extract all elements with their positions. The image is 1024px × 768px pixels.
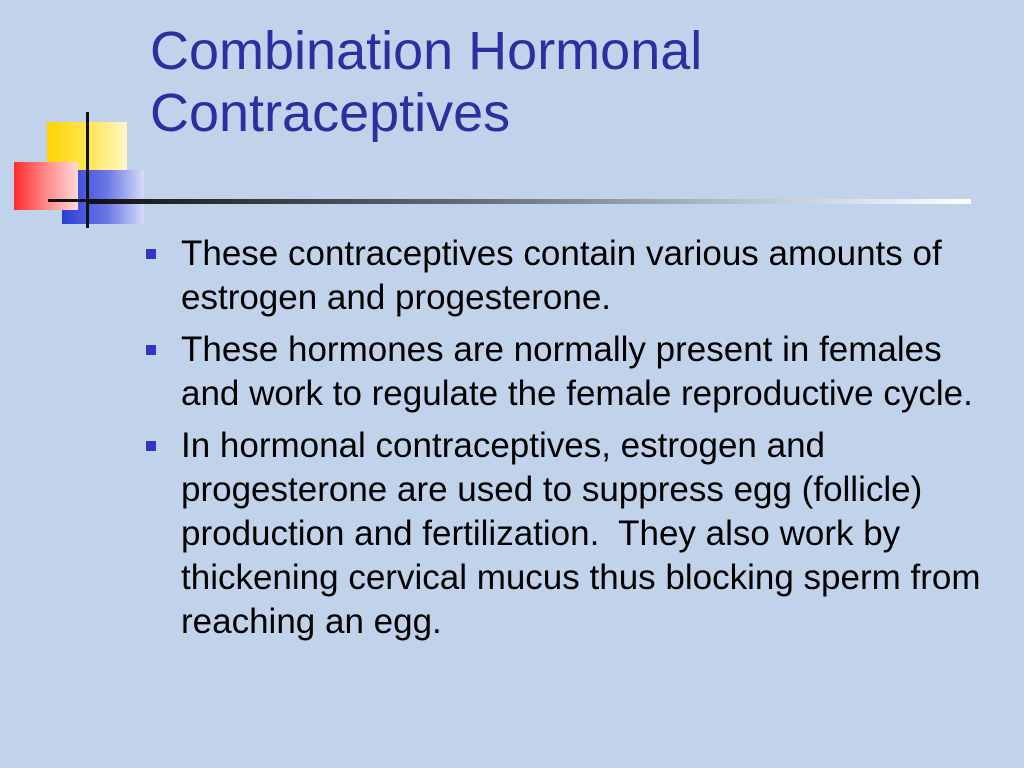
red-square bbox=[14, 162, 78, 210]
bullet-list bbox=[143, 232, 993, 652]
bullet-text: In hormonal contraceptives, estrogen and progesterone are used to suppress egg (follicle) production and fertilization. They also work by thickening cervical mucus thus blocking sperm from reaching an egg. bbox=[181, 426, 991, 641]
title-divider bbox=[88, 199, 971, 204]
bullet-item-3 bbox=[143, 424, 993, 644]
slide-title bbox=[150, 20, 990, 144]
slide-title-line-1: Combination Hormonal bbox=[150, 21, 703, 81]
square-bullet-icon bbox=[146, 441, 156, 451]
slide-title-line-2: Contraceptives bbox=[150, 83, 511, 143]
bullet-item-2 bbox=[143, 328, 993, 416]
vertical-crossline bbox=[86, 112, 89, 228]
square-bullet-icon bbox=[146, 249, 156, 259]
bullet-text: These hormones are normally present in females and work to regulate the female reproductive cycle. bbox=[181, 330, 973, 413]
square-bullet-icon bbox=[146, 345, 156, 355]
bullet-item-1 bbox=[143, 232, 993, 320]
color-squares-logo-icon bbox=[0, 0, 160, 240]
bullet-text: These contraceptives contain various amounts of estrogen and progesterone. bbox=[181, 234, 952, 317]
